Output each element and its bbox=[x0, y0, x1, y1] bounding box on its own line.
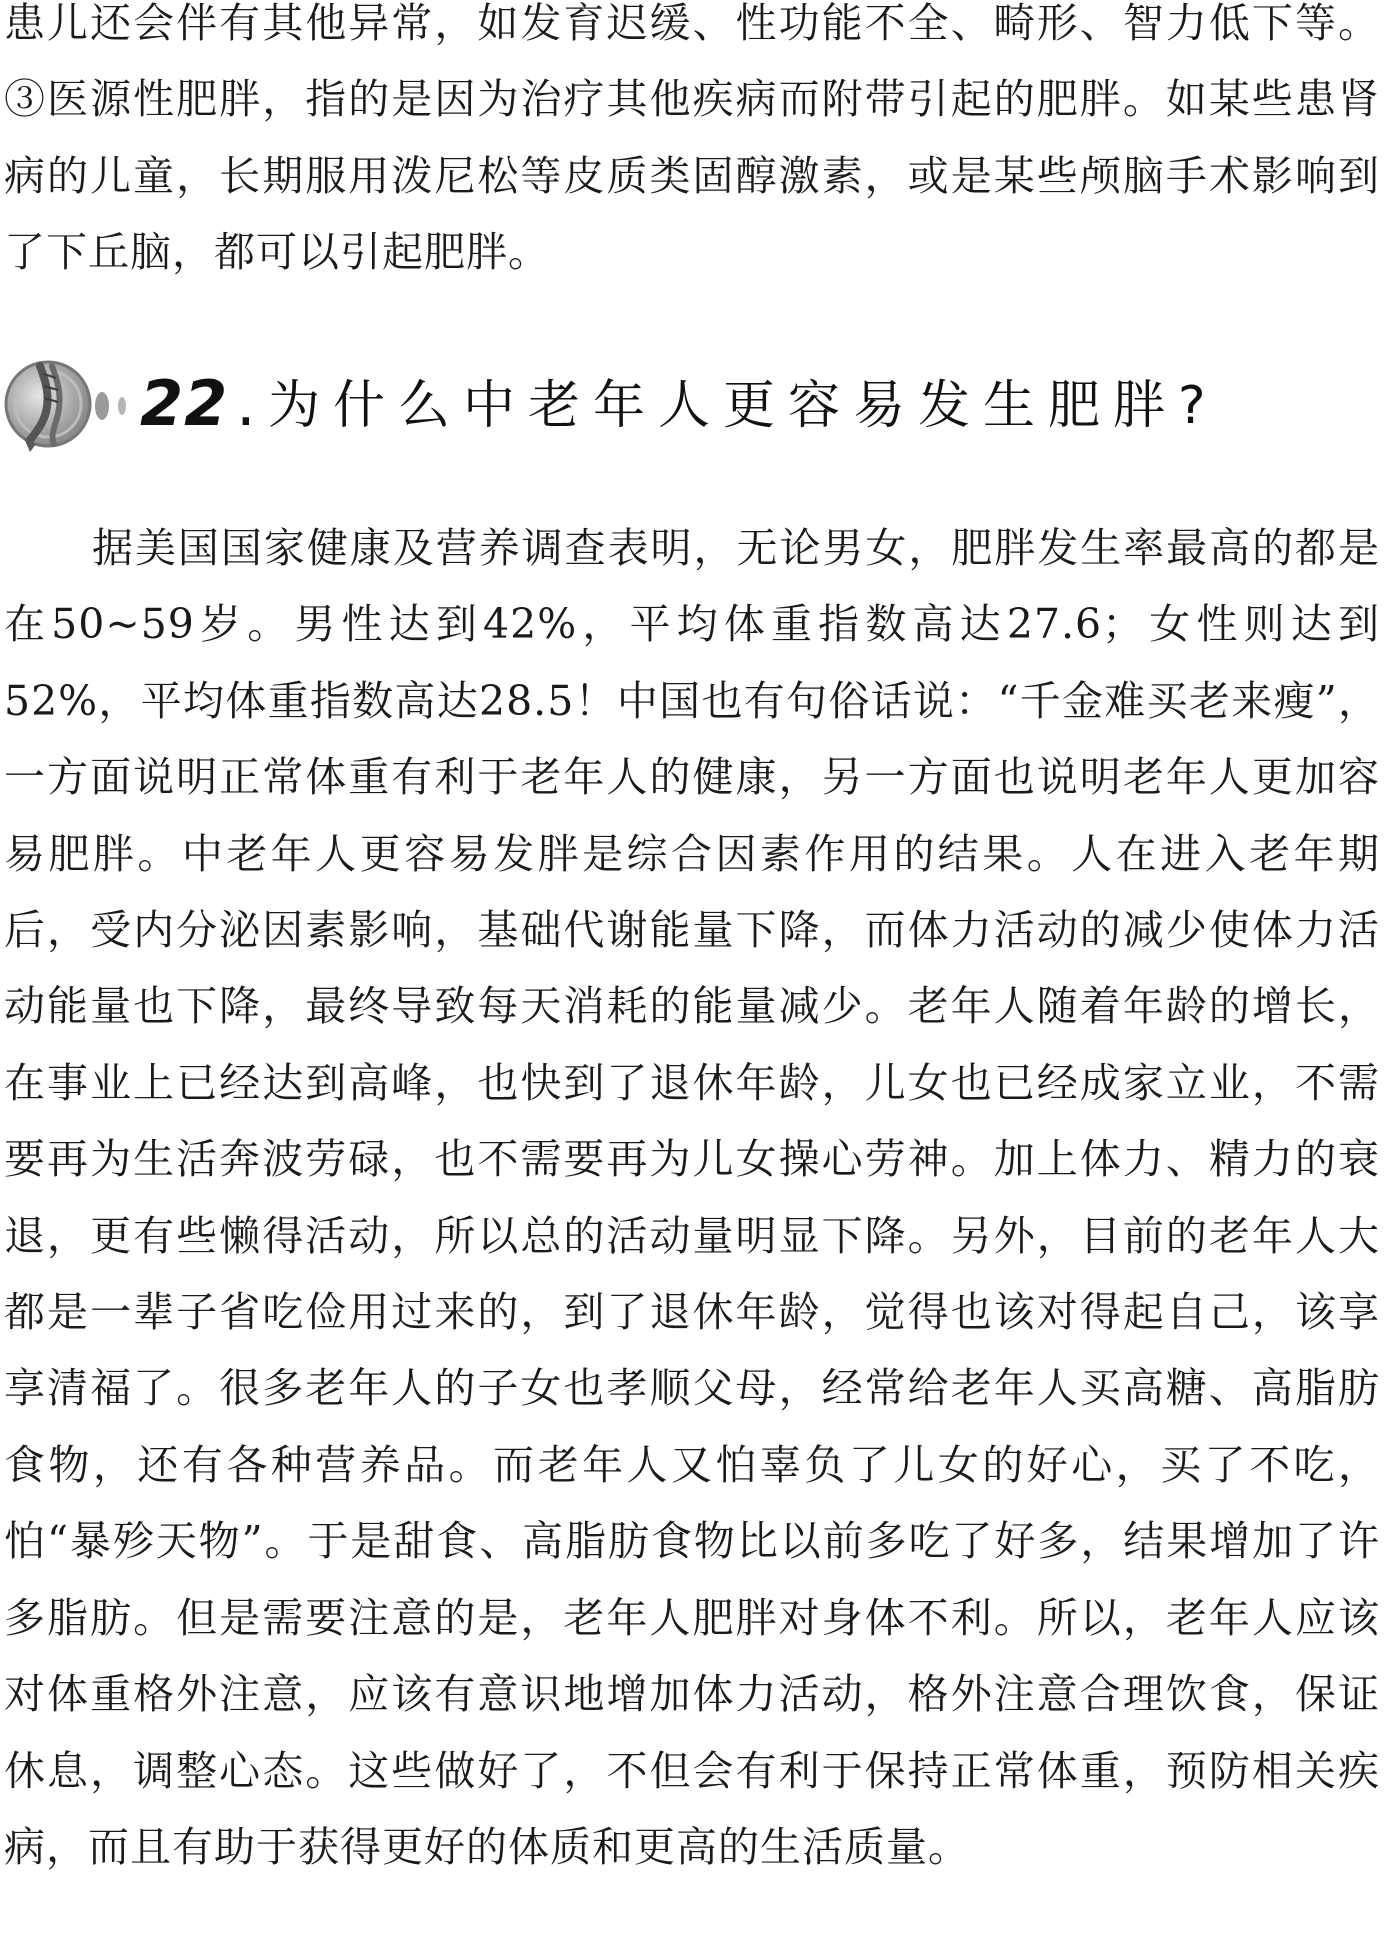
intro-paragraph: 患儿还会伴有其他异常，如发育迟缓、性功能不全、畸形、智力低下等。③医源性肥胖，指的是因为治疗其他疾病而附带引起的肥胖。如某些患肾病的儿童，长期服用泼尼松等皮质类固醇激素，或是某些颅脑手术影响到了下丘脑，都可以引起肥胖。 bbox=[4, 0, 1380, 277]
section-heading bbox=[0, 352, 1384, 462]
main-paragraph: 据美国国家健康及营养调查表明，无论男女，肥胖发生率最高的都是在50~59岁。男性达到42%，平均体重指数高达27.6；女性则达到52%，平均体重指数高达28.5！中国也有句俗话说：“千金难买老来瘦”，一方面说明正常体重有利于老年人的健康，另一方面也说明老年人更加容易肥胖。中老年人更容易发胖是综合因素作用的结果。人在进入老年期后，受内分泌因素影响，基础代谢能量下降，而体力活动的减少使体力活动能量也下降，最终导致每天消耗的能量减少。老年人随着年龄的增长，在事业上已经达到高峰，也快到了退休年龄，儿女也已经成家立业，不需要再为生活奔波劳碌，也不需要再为儿女操心劳神。加上体力、精力的衰退，更有些懒得活动，所以总的活动量明显下降。另外，目前的老年人大都是一辈子省吃俭用过来的，到了退休年龄，觉得也该对得起自己，该享享清福了。很多老年人的子女也孝顺父母，经常给老年人买高糖、高脂肪食物，还有各种营养品。而老年人又怕辜负了儿女的好心，买了不吃，怕“暴殄天物”。于是甜食、高脂肪食物比以前多吃了好多，结果增加了许多脂肪。但是需要注意的是，老年人肥胖对身体不利。所以，老年人应该对体重格外注意，应该有意识地增加体力活动，格外注意合理饮食，保证休息，调整心态。这些做好了，不但会有利于保持正常体重，预防相关疾病，而且有助于获得更好的体质和更高的生活质量。 bbox=[4, 524, 1380, 1871]
section-number-separator: . bbox=[236, 367, 256, 440]
anatomy-leg-icon bbox=[0, 352, 140, 462]
section-number: 22 bbox=[140, 367, 229, 440]
section-title: 为什么中老年人更容易发生肥胖? bbox=[268, 376, 1219, 436]
